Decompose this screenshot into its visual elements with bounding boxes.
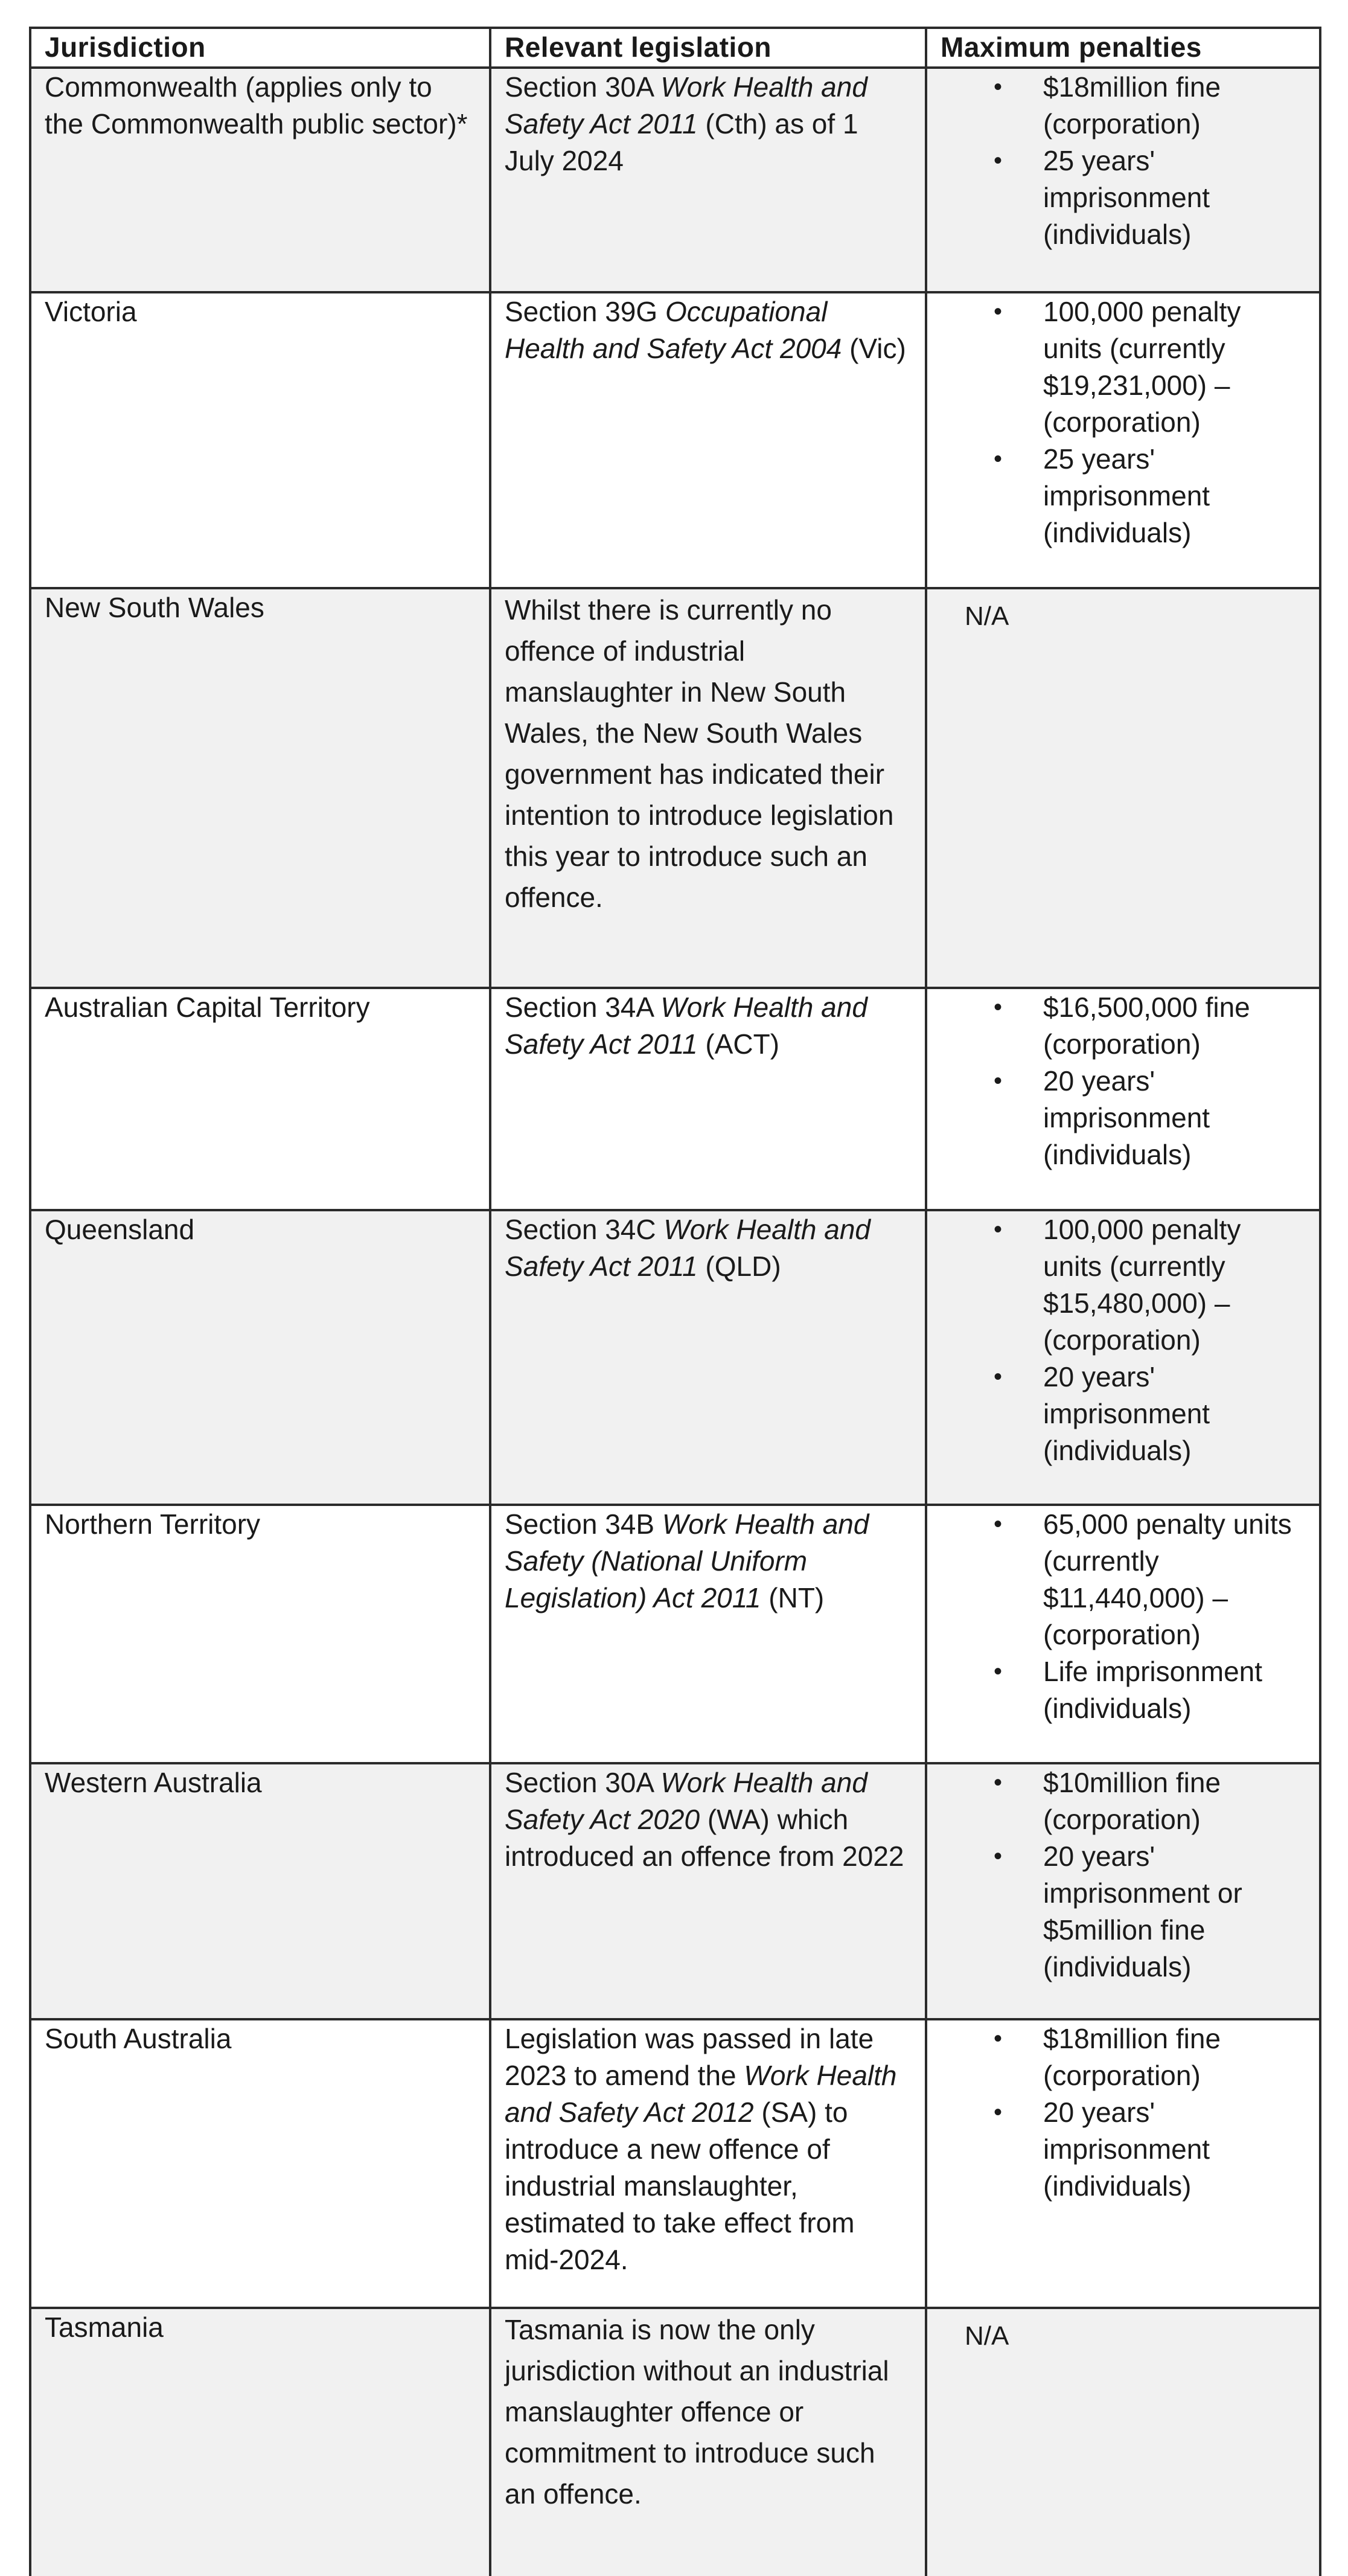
- act-title: Work Health and Safety Act 2020: [505, 1767, 867, 1835]
- jurisdiction-cell: [30, 1505, 490, 1763]
- table-row: [30, 588, 1320, 988]
- table-row: [30, 988, 1320, 1210]
- legislation-cell: [490, 292, 926, 588]
- penalty-item: [994, 1063, 1306, 1173]
- jurisdiction-name: Queensland: [45, 1214, 195, 1245]
- legislation-cell: [490, 988, 926, 1210]
- penalty-item: [994, 2094, 1306, 2205]
- penalty-list: [941, 989, 1306, 1173]
- penalties-cell: [926, 2308, 1320, 2576]
- jurisdiction-cell: [30, 68, 490, 292]
- table-row: [30, 1210, 1320, 1505]
- bullet-icon: •: [994, 1216, 1003, 1243]
- penalty-item: [994, 69, 1306, 143]
- penalties-table: [29, 27, 1321, 2576]
- penalty-item: [994, 143, 1306, 253]
- penalty-list: [941, 1764, 1306, 1985]
- jurisdiction-cell: [30, 588, 490, 988]
- legislation-prefix: Legislation was passed in late 2023 to amend the: [505, 2023, 874, 2091]
- bullet-icon: •: [994, 994, 1003, 1020]
- penalty-list: [941, 1211, 1306, 1469]
- header-legislation: Relevant legislation: [490, 28, 926, 68]
- jurisdiction-name: Western Australia: [45, 1767, 262, 1798]
- legislation-suffix: (ACT): [697, 1028, 780, 1060]
- header-penalties: Maximum penalties: [926, 28, 1320, 68]
- penalties-cell: [926, 1763, 1320, 2019]
- penalties-cell: [926, 988, 1320, 1210]
- legislation-cell: [490, 2019, 926, 2308]
- table-row: [30, 1763, 1320, 2019]
- legislation-text: [505, 2020, 912, 2278]
- penalty-text: $18million fine (corporation): [1043, 71, 1221, 139]
- legislation-prefix: Section 34C: [505, 1214, 664, 1245]
- legislation-prefix: Section 34A: [505, 992, 661, 1023]
- act-title: Work Health and Safety Act 2012: [505, 2060, 897, 2128]
- penalty-text: 20 years' imprisonment or $5million fine (individuals): [1043, 1841, 1242, 1982]
- penalty-na: N/A: [965, 601, 1009, 631]
- legislation-text: [505, 1211, 912, 1285]
- act-title: Occupational Health and Safety Act 2004: [505, 296, 842, 364]
- penalty-item: [994, 441, 1306, 551]
- legislation-prefix: Section 30A: [505, 71, 661, 103]
- penalty-item: [994, 1838, 1306, 1985]
- penalty-text: $10million fine (corporation): [1043, 1767, 1221, 1835]
- penalties-cell: [926, 292, 1320, 588]
- act-title: Work Health and Safety Act 2011: [505, 992, 867, 1060]
- act-title: Work Health and Safety Act 2011: [505, 71, 867, 139]
- jurisdiction-name: South Australia: [45, 2023, 232, 2054]
- bullet-icon: •: [994, 298, 1003, 325]
- jurisdiction-cell: [30, 2019, 490, 2308]
- bullet-icon: •: [994, 1843, 1003, 1870]
- legislation-text: [505, 293, 912, 367]
- legislation-cell: [490, 68, 926, 292]
- legislation-text: Whilst there is currently no offence of industrial manslaughter in New South Wales, the New South Wales government has indicated their intention to introduce legislation this year to introduce such an offence.: [505, 594, 894, 913]
- legislation-text: [505, 69, 912, 179]
- jurisdiction-cell: [30, 292, 490, 588]
- penalties-cell: [926, 1505, 1320, 1763]
- bullet-icon: •: [994, 1068, 1003, 1094]
- legislation-cell: [490, 2308, 926, 2576]
- bullet-icon: •: [994, 446, 1003, 472]
- bullet-icon: •: [994, 147, 1003, 174]
- table-row: [30, 292, 1320, 588]
- table-row: [30, 1505, 1320, 1763]
- legislation-prefix: Section 34B: [505, 1508, 662, 1540]
- bullet-icon: •: [994, 1511, 1003, 1537]
- penalty-na: N/A: [965, 2321, 1009, 2351]
- jurisdiction-cell: [30, 1763, 490, 2019]
- penalty-item: [994, 2020, 1306, 2094]
- penalty-text: $18million fine (corporation): [1043, 2023, 1221, 2091]
- penalties-cell: [926, 2019, 1320, 2308]
- penalty-item: [994, 1211, 1306, 1359]
- penalty-item: [994, 1506, 1306, 1653]
- jurisdiction-cell: [30, 2308, 490, 2576]
- legislation-prefix: Section 39G: [505, 296, 665, 327]
- legislation-suffix: (NT): [761, 1582, 825, 1613]
- jurisdiction-name: New South Wales: [45, 592, 264, 623]
- penalty-list: [941, 69, 1306, 253]
- legislation-suffix: (WA) which introduced an offence from 2022: [505, 1804, 904, 1872]
- jurisdiction-name: Victoria: [45, 296, 137, 327]
- table-body: [30, 68, 1320, 2576]
- penalty-text: 20 years' imprisonment (individuals): [1043, 2097, 1210, 2202]
- penalties-cell: [926, 68, 1320, 292]
- act-title: Work Health and Safety Act 2011: [505, 1214, 870, 1282]
- table-row: [30, 68, 1320, 292]
- bullet-icon: •: [994, 1658, 1003, 1685]
- jurisdiction-name: Australian Capital Territory: [45, 992, 370, 1023]
- penalties-cell: [926, 1210, 1320, 1505]
- legislation-cell: [490, 1505, 926, 1763]
- jurisdiction-cell: [30, 1210, 490, 1505]
- penalty-list: [941, 2020, 1306, 2205]
- penalty-text: 25 years' imprisonment (individuals): [1043, 443, 1210, 548]
- legislation-text: Tasmania is now the only jurisdiction without an industrial manslaughter offence or commitment to introduce such an offence.: [505, 2314, 889, 2510]
- jurisdiction-name: Northern Territory: [45, 1508, 261, 1540]
- table-row: [30, 2019, 1320, 2308]
- legislation-cell: [490, 1763, 926, 2019]
- penalty-text: Life imprisonment (individuals): [1043, 1656, 1263, 1724]
- bullet-icon: •: [994, 2099, 1003, 2126]
- jurisdiction-name: Tasmania: [45, 2312, 164, 2343]
- penalty-text: 100,000 penalty units (currently $15,480,000) – (corporation): [1043, 1214, 1241, 1356]
- table-header: [30, 28, 1320, 68]
- legislation-suffix: (QLD): [697, 1251, 781, 1282]
- jurisdiction-name: Commonwealth (applies only to the Commonwealth public sector)*: [45, 71, 468, 139]
- legislation-text: [505, 989, 912, 1063]
- legislation-cell: [490, 588, 926, 988]
- penalty-text: 25 years' imprisonment (individuals): [1043, 145, 1210, 250]
- penalty-item: [994, 989, 1306, 1063]
- legislation-text: [505, 1764, 912, 1875]
- penalty-item: [994, 1653, 1306, 1727]
- penalty-text: 20 years' imprisonment (individuals): [1043, 1361, 1210, 1466]
- penalty-list: [941, 1506, 1306, 1727]
- bullet-icon: •: [994, 74, 1003, 100]
- legislation-text: [505, 1506, 912, 1616]
- penalty-text: 65,000 penalty units (currently $11,440,000) – (corporation): [1043, 1508, 1292, 1650]
- bullet-icon: •: [994, 1769, 1003, 1796]
- jurisdiction-cell: [30, 988, 490, 1210]
- table-row: [30, 2308, 1320, 2576]
- penalty-list: [941, 293, 1306, 551]
- bullet-icon: •: [994, 2025, 1003, 2052]
- legislation-suffix: (SA) to introduce a new offence of industrial manslaughter, estimated to take effect from mid-2024.: [505, 2097, 855, 2275]
- penalties-cell: [926, 588, 1320, 988]
- legislation-suffix: (Cth) as of 1 July 2024: [505, 108, 858, 176]
- header-row: [30, 28, 1320, 68]
- act-title: Work Health and Safety (National Uniform Legislation) Act 2011: [505, 1508, 869, 1613]
- legislation-suffix: (Vic): [842, 333, 906, 364]
- legislation-prefix: Section 30A: [505, 1767, 661, 1798]
- penalty-item: [994, 1764, 1306, 1838]
- penalty-text: $16,500,000 fine (corporation): [1043, 992, 1250, 1060]
- bullet-icon: •: [994, 1363, 1003, 1390]
- penalty-text: 100,000 penalty units (currently $19,231,000) – (corporation): [1043, 296, 1241, 438]
- penalty-item: [994, 293, 1306, 441]
- legislation-cell: [490, 1210, 926, 1505]
- header-jurisdiction: Jurisdiction: [30, 28, 490, 68]
- penalty-item: [994, 1359, 1306, 1469]
- penalty-text: 20 years' imprisonment (individuals): [1043, 1065, 1210, 1170]
